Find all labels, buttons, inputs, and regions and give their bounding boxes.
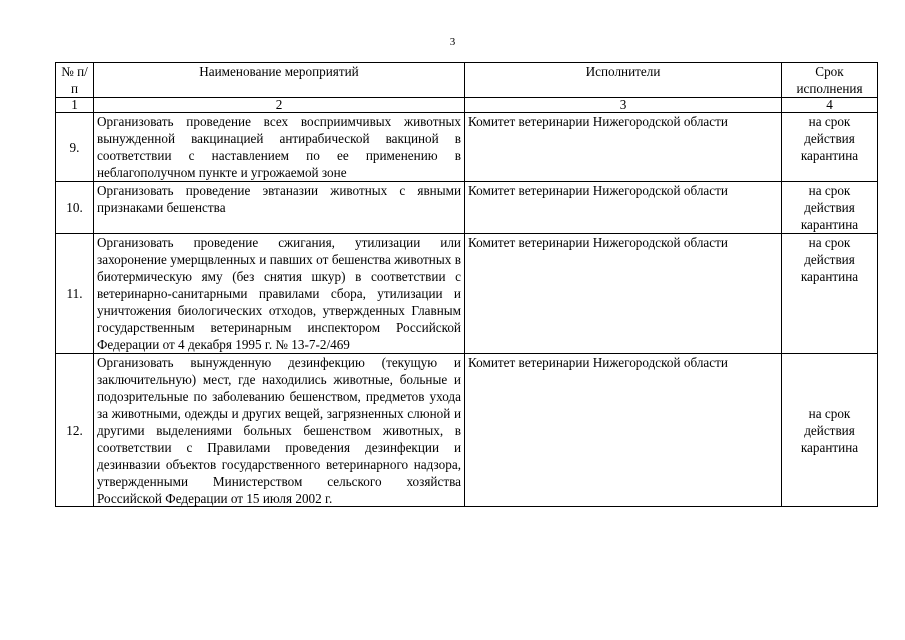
column-number-2: 2 xyxy=(94,98,465,113)
measure-name: Организовать проведение сжигания, утилизации или захоронение умерщвленных и павших от бешенства животных в биотермическую яму (без снятия шкур) в соответствии с ветеринарно-санитарными правилами сбора, утилизации и уничтожения биологических отходов, утвержденных Главным государственным ветеринарным инспектором Российской Федерации от 4 декабря 1995 г. № 13-7-2/469 xyxy=(94,234,465,354)
executor: Комитет ветеринарии Нижегородской области xyxy=(465,113,782,182)
header-executors: Исполнители xyxy=(465,63,782,98)
header-number: № п/п xyxy=(56,63,94,98)
term: на срок действия карантина xyxy=(782,354,878,507)
measures-table xyxy=(55,62,878,507)
table-row xyxy=(56,182,878,234)
header-term: Срок исполнения xyxy=(782,63,878,98)
executor: Комитет ветеринарии Нижегородской области xyxy=(465,182,782,234)
row-number: 11. xyxy=(56,234,94,354)
term: на срок действия карантина xyxy=(782,182,878,234)
table-row xyxy=(56,354,878,507)
executor: Комитет ветеринарии Нижегородской области xyxy=(465,354,782,507)
column-number-4: 4 xyxy=(782,98,878,113)
measure-name-cell xyxy=(94,354,465,507)
executor: Комитет ветеринарии Нижегородской области xyxy=(465,234,782,354)
measure-name: Организовать проведение эвтаназии животных с явными признаками бешенства xyxy=(94,182,465,234)
term: на срок действия карантина xyxy=(782,113,878,182)
header-name: Наименование мероприятий xyxy=(94,63,465,98)
measure-name: Организовать вынужденную дезинфекцию (текущую и заключительную) мест, где находились животные, больные и подозрительные по заболеванию бешенством, предметов ухода за животными, одежды и других вещей, загрязненных слюной и другими выделениями больных бешенством животных, в соответствии с Правилами проведения дезинфекции и дезинвазии объектов государственного ветеринарного надзора, утвержденными Министерством сельского хозяйства Российской Федерации от 15 июля 2002 г. xyxy=(97,355,461,506)
row-number: 10. xyxy=(56,182,94,234)
row-number: 12. xyxy=(56,354,94,507)
column-number-3: 3 xyxy=(465,98,782,113)
row-number: 9. xyxy=(56,113,94,182)
table-row xyxy=(56,113,878,182)
term: на срок действия карантина xyxy=(782,234,878,354)
measure-name: Организовать проведение всех восприимчивых животных вынужденной вакцинацией антирабической вакциной в соответствии с наставлением по ее применению в неблагополучном пункте и угрожаемой зоне xyxy=(94,113,465,182)
column-number-1: 1 xyxy=(56,98,94,113)
table-row xyxy=(56,234,878,354)
page-number: 3 xyxy=(449,36,456,48)
header-row xyxy=(56,63,878,98)
column-number-row xyxy=(56,98,878,113)
